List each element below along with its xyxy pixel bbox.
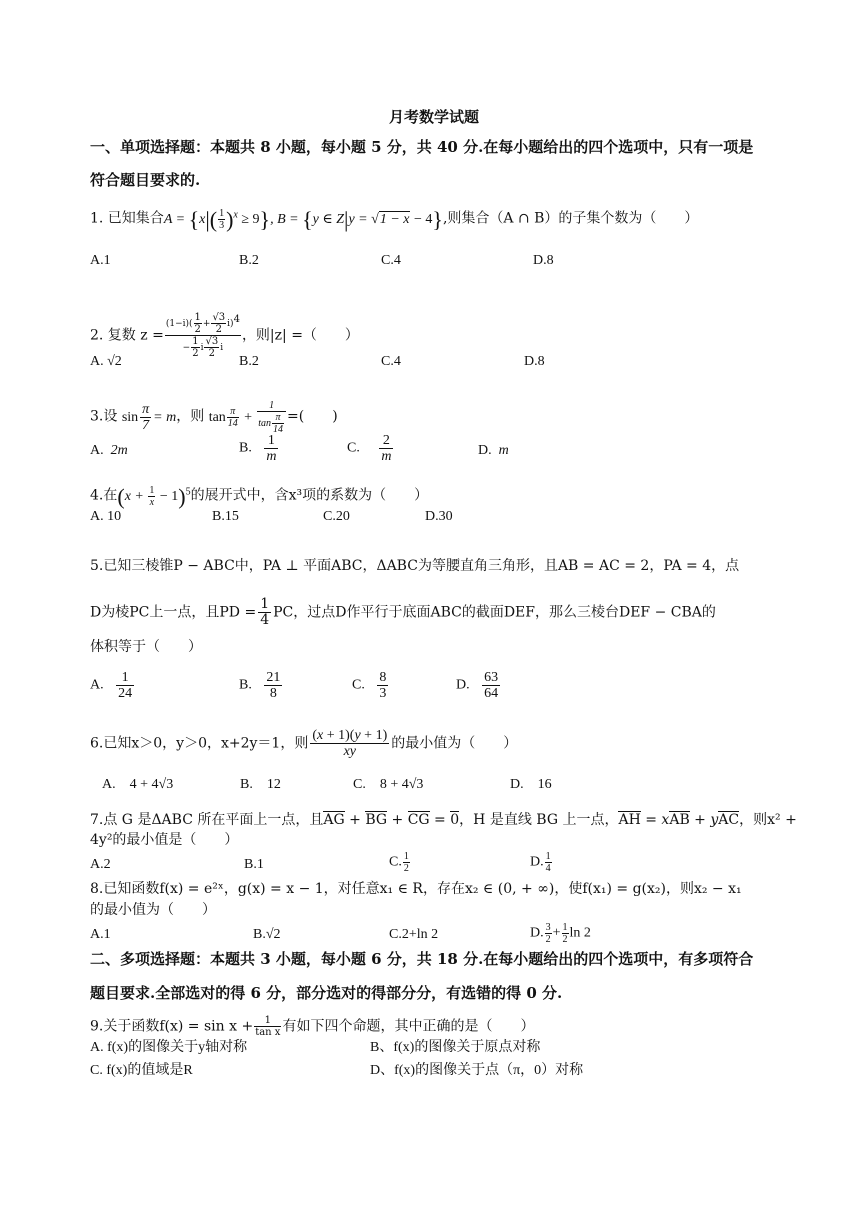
q9-option-a: A. f(x)的图像关于y轴对称 — [90, 1040, 248, 1055]
q1-option-a: A.1 — [90, 253, 111, 268]
q3-option-a: A. 2m — [90, 443, 128, 458]
q8-option-c: C.2+ln 2 — [389, 927, 439, 942]
section1-heading: 一、单项选择题：本题共 8 小题，每小题 5 分，共 40 分.在每小题给出的四个选项中，只有一项是 — [90, 138, 754, 156]
q8-option-a: A.1 — [90, 927, 111, 942]
question-8-line2: 的最小值为（ ） — [90, 902, 216, 918]
q2-tail: ，则|z| =（ ） — [241, 327, 359, 344]
question-5-line2: D为棱PC上一点，且PD = $\frac{1}{4}$ PC，过点D作平行于底面ABC的截面DEF，那么三棱台DEF − CBA的 — [90, 596, 716, 628]
q2-option-c: C.4 — [381, 354, 401, 369]
q5-option-c: C. $\frac{8}{3}$ — [352, 670, 387, 701]
q8-option-b: B.√2 — [253, 927, 281, 942]
q6-option-b: B. 12 — [240, 777, 281, 792]
q1-option-c: C.4 — [381, 253, 401, 268]
q2-option-d: D.8 — [524, 354, 545, 369]
q4-option-d: D.30 — [425, 509, 453, 524]
question-9: 9.关于函数f(x) = sin x + $\frac{1}{\text{tan x}}$ 有如下四个命题，其中正确的是（ ） — [90, 1015, 535, 1038]
q9-option-b: B、f(x)的图像关于原点对称 — [370, 1040, 541, 1055]
q3-option-d: D. m — [478, 443, 509, 458]
question-2 — [90, 312, 359, 359]
q4-tail: 的展开式中，含x³项的系数为（ ） — [190, 487, 429, 504]
q3-stem: 3.设 — [90, 408, 118, 425]
q5-option-a: A. $\frac{1}{24}$ — [90, 670, 133, 701]
q1-stem: 1. 已知集合 — [90, 210, 164, 227]
q2-fraction: (1−i)( $\frac{1}{2}$ + $\frac{√3}{2}$ i)4 − $\frac{1}{2}$ i $\frac{√3}{2}$ i — [165, 312, 240, 359]
q6-option-d: D. 16 — [510, 777, 552, 792]
q9-option-c: C. f(x)的值域是R — [90, 1063, 193, 1078]
q4-option-b: B.15 — [212, 509, 239, 524]
q5-option-d: D. $\frac{63}{64}$ — [456, 670, 499, 701]
question-1 — [90, 205, 698, 231]
q2-option-a: A. √2 — [90, 354, 122, 369]
section1-heading-cont: 符合题目要求的. — [90, 171, 201, 189]
q6-option-a: A. 4 + 4√3 — [102, 777, 174, 792]
question-3: 3.设 sin $\frac{\pi}{7}$ = m，则 tan $\frac{\pi}{14}$ + 1 tan $\frac{\pi}{14}$ =( ) — [90, 400, 338, 435]
question-5-line3: 体积等于（ ） — [90, 639, 202, 655]
q7-option-b: B.1 — [244, 857, 264, 872]
section2-heading: 二、多项选择题：本题共 3 小题，每小题 6 分，共 18 分.在每小题给出的四个选项中，有多项符合 — [90, 950, 754, 968]
question-5-line1: 5.已知三棱锥P − ABC中，PA ⊥ 平面ABC，ΔABC为等腰直角三角形，且AB = AC = 2，PA = 4，点 — [90, 558, 740, 574]
q4-option-c: C.20 — [323, 509, 350, 524]
q7-option-a: A.2 — [90, 857, 111, 872]
q5-option-b: B. $\frac{21}{8}$ — [239, 670, 281, 701]
q2-stem: 2. 复数 z = — [90, 327, 164, 344]
section2-heading-cont: 题目要求.全部选对的得 6 分，部分选对的得部分分，有选错的得 0 分. — [90, 984, 563, 1002]
question-4: 4.在(x + $\frac{1}{x}$ − 1)$^5$的展开式中，含x³项的系数为（ ） — [90, 483, 429, 509]
q1-option-b: B.2 — [239, 253, 259, 268]
q7-option-c: C. $\frac{1}{2}$ — [389, 851, 409, 874]
q4-stem: 4.在 — [90, 487, 118, 504]
q4-option-a: A. 10 — [90, 509, 122, 524]
q9-option-d: D、f(x)的图像关于点（π，0）对称 — [370, 1063, 584, 1078]
q3-option-b: B. $\frac{1}{m}$ — [239, 433, 277, 464]
q3-tail: =( ) — [287, 408, 338, 425]
q6-option-c: C. 8 + 4√3 — [353, 777, 424, 792]
q1-option-d: D.8 — [533, 253, 554, 268]
question-7-line2: 4y²的最小值是（ ） — [90, 832, 239, 848]
question-7-line1: 7.点 G 是ΔABC 所在平面上一点，且AG + BG + CG = 0，H 是直线 BG 上一点，AH = xAB + yAC，则x² + — [90, 812, 797, 828]
q3-option-c: C. $\frac{2}{m}$ — [347, 433, 392, 464]
q3-mid: ，则 — [176, 408, 205, 425]
page-title: 月考数学试题 — [388, 108, 479, 126]
q1-tail: ,则集合（A ∩ B）的子集个数为（ ） — [442, 210, 699, 227]
q7-option-d: D. $\frac{1}{4}$ — [530, 851, 551, 874]
q2-option-b: B.2 — [239, 354, 259, 369]
q1-set-a: A = {x|( $\frac{1}{3}$ )$^x$ ≥ 9}, B = {y ∈ Z|y = √1 − x − 4} — [163, 206, 443, 232]
question-6: 6.已知x＞0，y＞0，x+2y＝1，则 $\frac{(x + 1)(y + 1)}{xy}$ 的最小值为（ ） — [90, 728, 518, 759]
question-8-line1: 8.已知函数f(x) = e²ˣ，g(x) = x − 1，对任意x₁ ∈ R，存在x₂ ∈ (0, + ∞)，使f(x₁) = g(x₂)，则x₂ − x₁ — [90, 881, 742, 897]
q8-option-d: D. $\frac{3}{2}$ + $\frac{1}{2}$ ln 2 — [530, 922, 591, 945]
